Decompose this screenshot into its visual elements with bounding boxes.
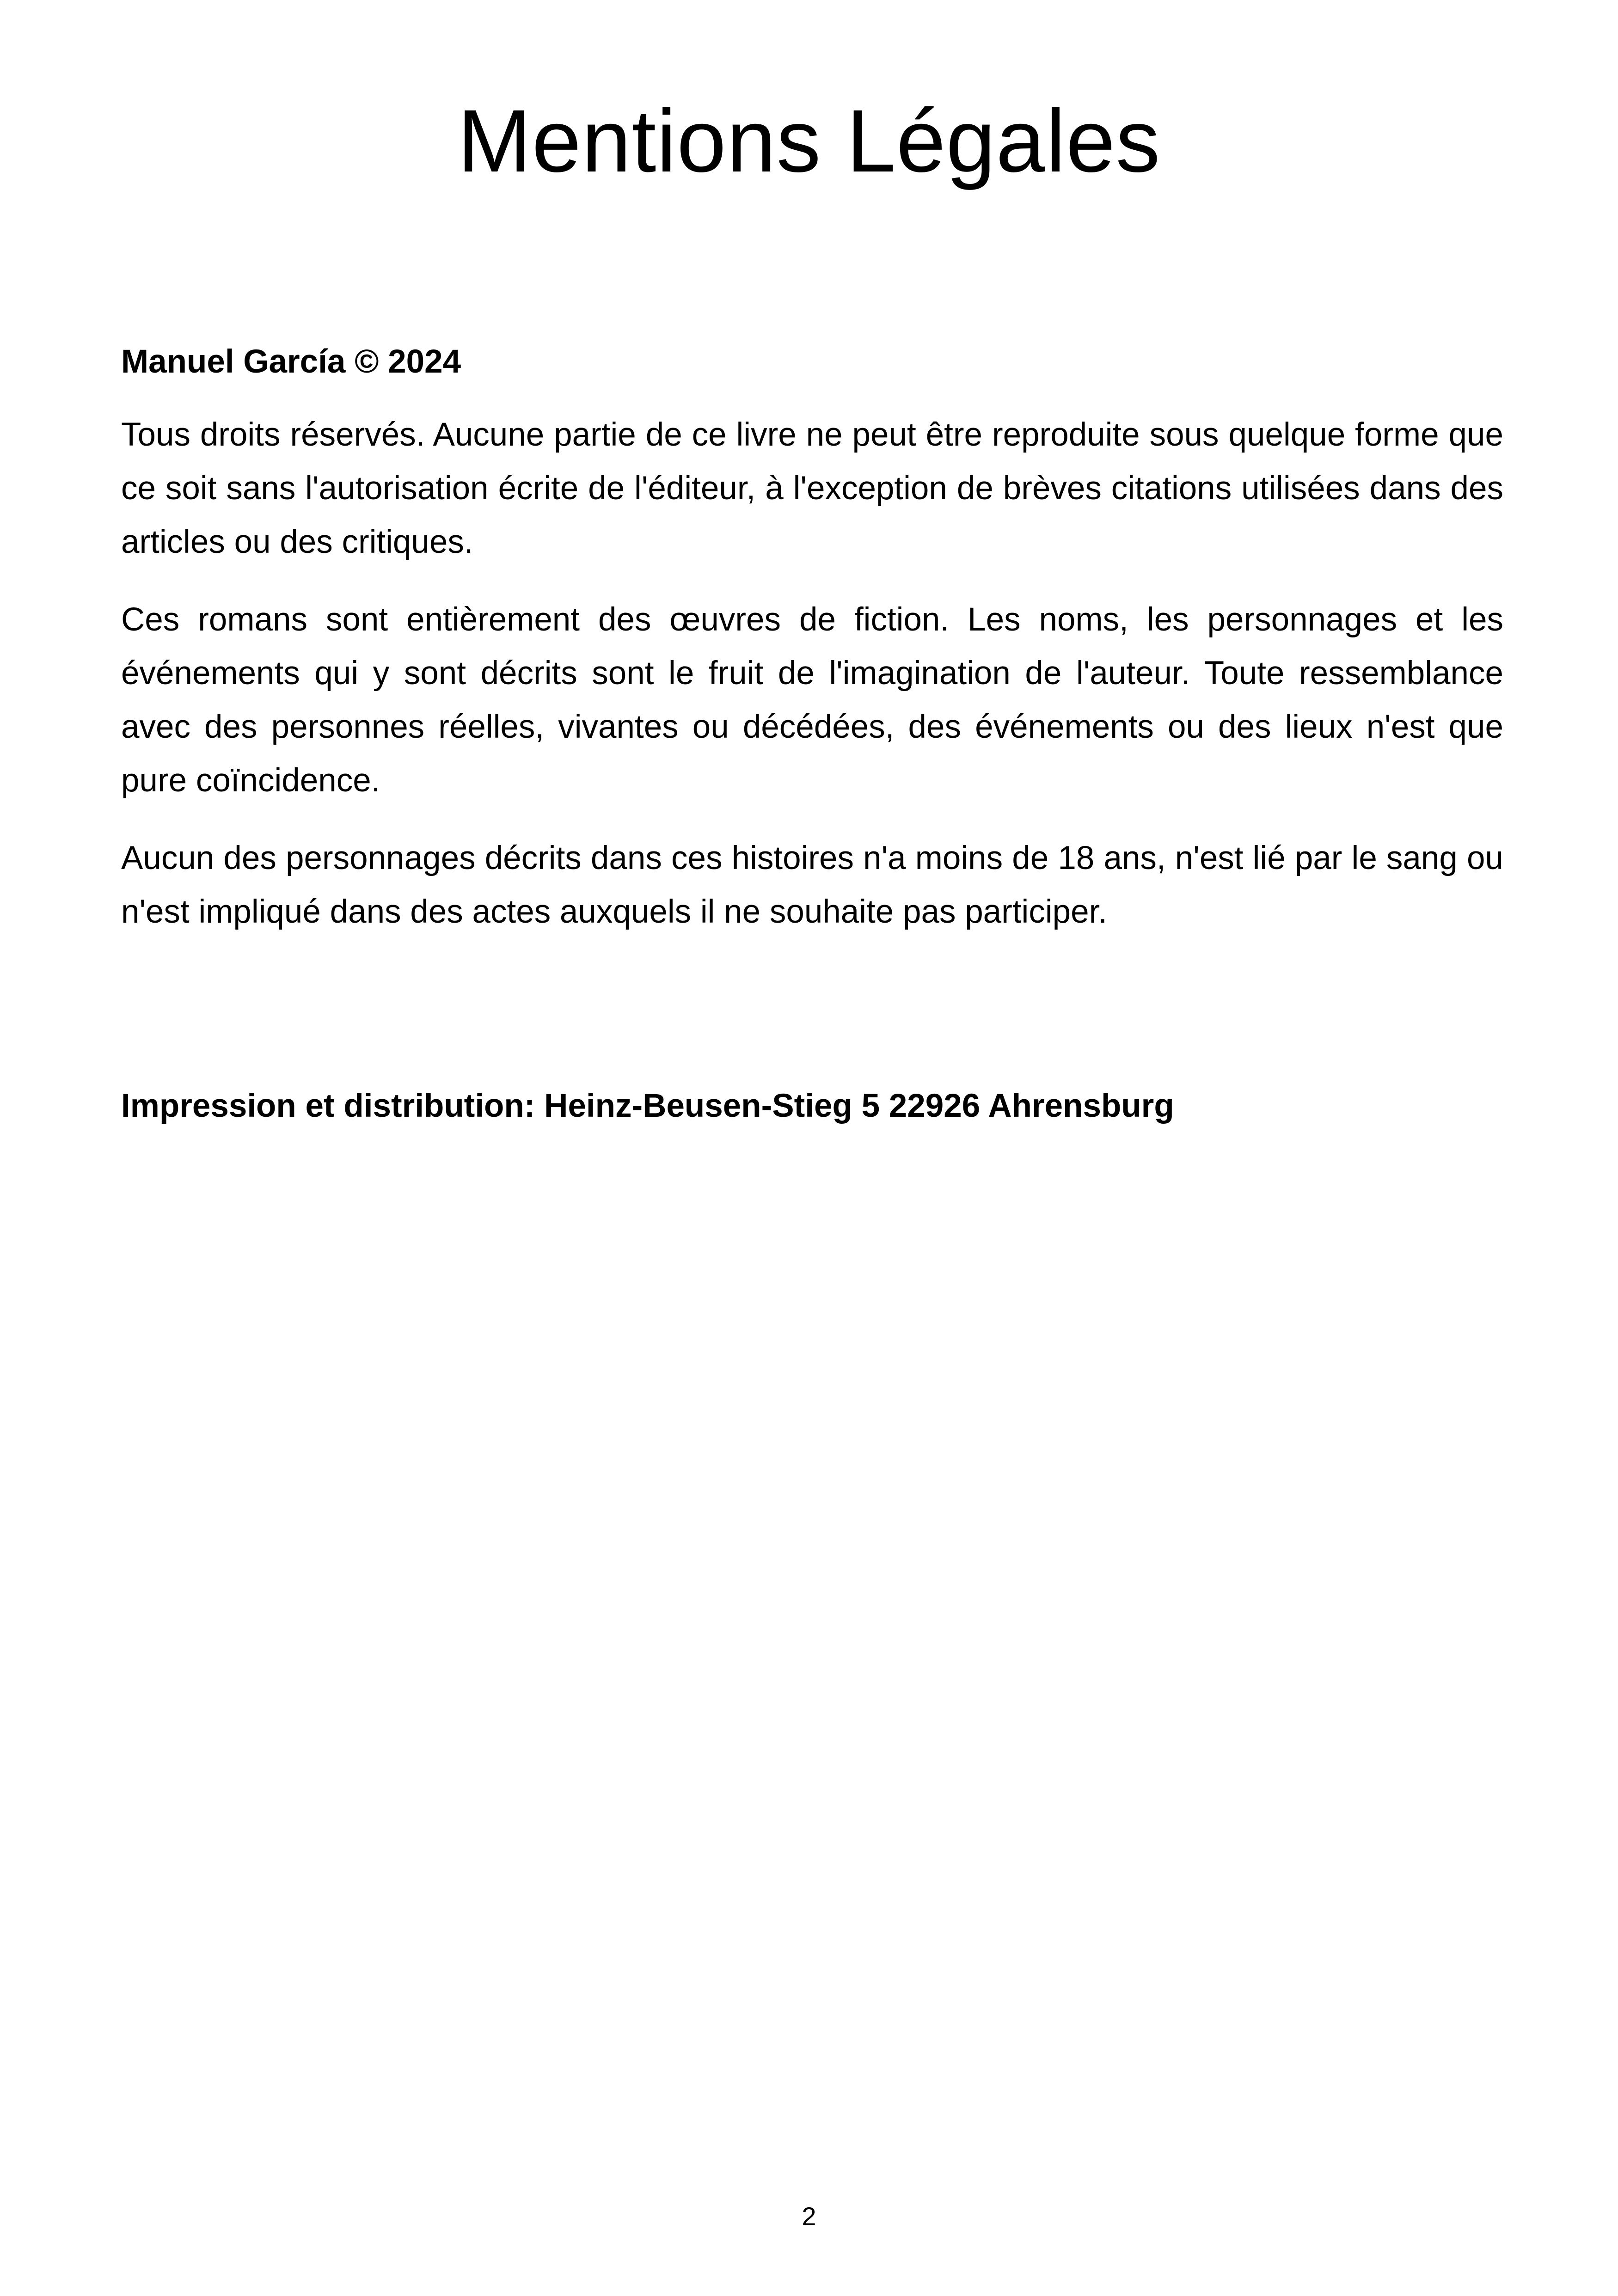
legal-content [121,340,1503,963]
rights-paragraph: Tous droits réservés. Aucune partie de ce livre ne peut être reproduite sous quelque forme que ce soit sans l'autorisation écrite de l'éditeur, à l'exception de brèves citations utilisées dans des articles ou des critiques. [121,416,1503,560]
page-number: 2 [802,2202,816,2231]
age-disclaimer-paragraph: Aucun des personnages décrits dans ces histoires n'a moins de 18 ans, n'est lié par le sang ou n'est impliqué dans des actes auxquels il ne souhaite pas participer. [121,840,1503,930]
copyright-line: Manuel García © 2024 [121,343,461,380]
fiction-disclaimer-paragraph: Ces romans sont entièrement des œuvres de fiction. Les noms, les personnages et les événements qui y sont décrits sont le fruit de l'imagination de l'auteur. Toute ressemblance avec des personnes réelles, vivantes ou décédées, des événements ou des lieux n'est que pure coïncidence. [121,601,1503,799]
imprint-line: Impression et distribution: Heinz-Beusen-Stieg 5 22926 Ahrensburg [121,1088,1174,1124]
page-title: Mentions Légales [457,91,1161,190]
